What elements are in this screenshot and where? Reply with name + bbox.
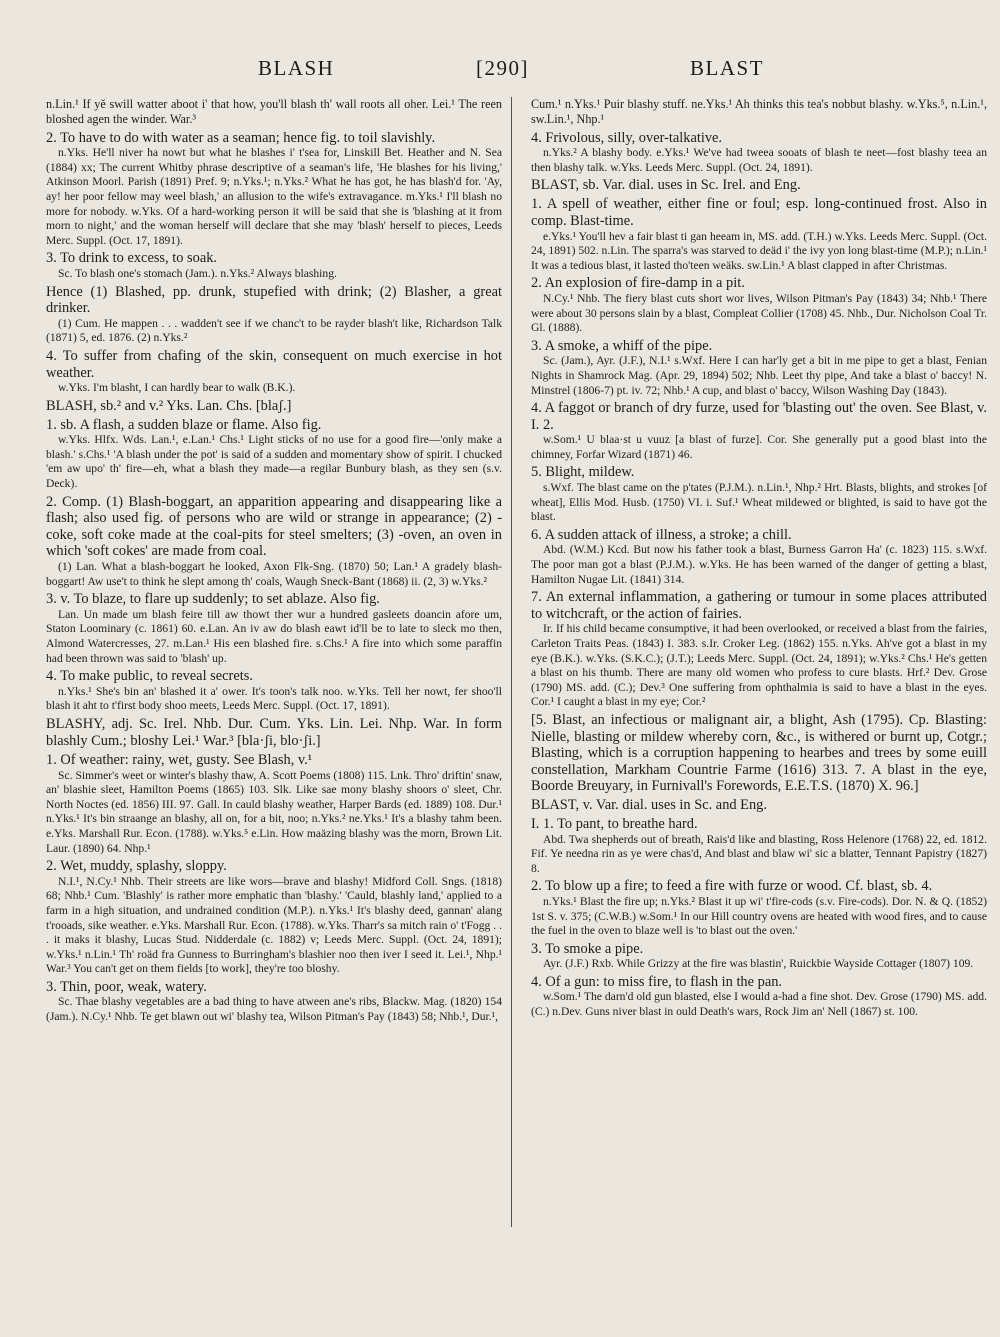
sense-line: 4. To make public, to reveal secrets.: [46, 668, 253, 685]
citation-text: n.Yks.¹ She's bin an' blashed it a' ower. It's toon's talk noo. w.Yks. Tell her nowt, fer shoo'll blash it aht to t'first body shoo meets, Leeds Merc. Suppl. (Oct. 17, 1891).: [46, 684, 502, 713]
right-column: [531, 97, 987, 1232]
entry-headword: BLAST, sb. Var. dial. uses in Sc. Irel. and Eng.: [531, 177, 801, 194]
citation-text: Abd. (W.M.) Kcd. But now his father took a blast, Burness Garron Ha' (c. 1823) 115. s.Wxf. The poor man got a blast (P.J.M.). w.Yks. He has been warned of the danger of getting a blast, Hamilton Nugae Lit. (1841) 314.: [531, 543, 987, 586]
citation-text: n.Yks.¹ Blast the fire up; n.Yks.² Blast it up wi' t'fire-cods (s.v. Fire-cods). Dor. N. & Q. (1852) 1st S. v. 375; (C.W.B.) w.Som.¹ In our Hill country ovens are heated with wood fires, and to cause the fuel in the oven to blaze well is 'to blast out the oven.': [531, 894, 987, 938]
citation-text: n.Yks. He'll niver ha nowt but what he blashes i' t'sea for, Linskill Bet. Heather and N. Sea (1884) xx; The current Whitby phrase descriptive of a seaman's life, 'He blashes for his living,' Atkinson Moorl. Parish (1891) Pref. 9; n.Yks.¹; n.Yks.² What he has got, he has blash'd for. 'Ay, ay! her poor fellow may weel blash,' an allusion to the wife's extravagance. m.Yks.¹ I'll blash no more for nobody. w.Yks. Of a hard-working person it will be said that she is 'blashing at it from morn to night,' and the woman herself will declare that she may 'blash' herself to pieces, Leeds Merc. Suppl. (Oct. 17, 1891).: [46, 146, 502, 247]
sense-line: 1. sb. A flash, a sudden blaze or flame. Also fig.: [46, 416, 322, 433]
continuation-text: Cum.¹ n.Yks.¹ Puir blashy stuff. ne.Yks.¹ Ah thinks this tea's nobbut blashy. w.Yks.⁵, n.Lin.¹, sw.Lin.¹, Nhp.¹: [531, 97, 987, 127]
sense-line: 4. Frivolous, silly, over-talkative.: [531, 129, 723, 146]
entry-headword: BLASH, sb.² and v.² Yks. Lan. Chs. [blaʃ.]: [46, 397, 292, 414]
citation-text: (1) Lan. What a blash-boggart he looked, Axon Flk-Sng. (1870) 50; Lan.¹ A gradely blash-boggart! Aw use't to think he slept among th' coals, Waugh Sneck-Bant (1868) ii. (2, 3) w.Yks.²: [46, 560, 502, 588]
sense-line: 3. To drink to excess, to soak.: [46, 250, 217, 267]
citation-text: n.Yks.² A blashy body. e.Yks.¹ We've had tweea sooats of blash te neet—fost blashy teea an then blashy talk. w.Yks. Leeds Merc. Suppl. (Oct. 24, 1891).: [531, 146, 987, 174]
citation-text: Sc. Simmer's weet or winter's blashy thaw, A. Scott Poems (1808) 115. Lnk. Thro' driftin' snaw, an' blashie sleet, Hamilton Poems (1865) 103. Slk. Like sae mony blashy shoors o' sleet, Chr. North Noctes (ed. 1856) III. 97. Gall. In cauld blashy weather, Harper Bards (ed. 1889) 108. Dur.¹ n.Yks.¹ It's bin straange an blashy, all on, for a bit, noo; n.Yks.² ne.Yks.¹ It's a blashy tahm been. e.Yks. Marshall Rur. Econ. (1788). w.Yks.⁵ e.Lin. How maäzing blashy was the morn, Brown Lit. Laur. (1890) 64. Nhp.¹: [46, 768, 502, 855]
citation-text: w.Yks. I'm blasht, I can hardly bear to walk (B.K.).: [58, 381, 296, 395]
sense-line: Hence (1) Blashed, pp. drunk, stupefied with drink; (2) Blasher, a great drinker.: [46, 283, 502, 317]
citation-text: Ayr. (J.F.) Rxb. While Grizzy at the fire was blastin', Ruickbie Wayside Cottager (1807) 109.: [543, 957, 974, 971]
header-right-word: BLAST: [690, 56, 765, 80]
sense-line: 3. A smoke, a whiff of the pipe.: [531, 337, 713, 354]
sense-line: I. 1. To pant, to breathe hard.: [531, 815, 698, 832]
citation-text: N.Cy.¹ Nhb. The fiery blast cuts short wor lives, Wilson Pitman's Pay (1843) 34; Nhb.¹ There were about 30 persons slain by a blast, Compleat Collier (1708) 45. Nhb., Dur. Nicholson Coal Tr. Gl. (1888).: [531, 291, 987, 335]
citation-text: (1) Cum. He mappen . . . wadden't see if we chanc't to be rayder blash't like, Richardson Talk (1871) 5, ed. 1876. (2) n.Yks.²: [46, 316, 502, 345]
sense-line: 4. A faggot or branch of dry furze, used for 'blasting out' the oven. See Blast, v. I. 2.: [531, 400, 987, 433]
page-number: [290]: [476, 56, 529, 80]
sense-line: 1. A spell of weather, either fine or foul; esp. long-continued frost. Also in comp. Blast-time.: [531, 196, 987, 229]
sense-line: 5. Blight, mildew.: [531, 464, 635, 481]
citation-text: Sc. (Jam.), Ayr. (J.F.), N.I.¹ s.Wxf. Here I can har'ly get a bit in me pipe to get a blast, Fenian Nights in Shamrock Mag. (Apr. 29, 1894) 502; Nhb. Leet thy pipe, And take a blast o' baccy! N. Minstrel (1806-7) pt. iv. 72; Nhb.¹ A cup, and blast o' baccy, Wilson Washing Day (1843).: [531, 354, 987, 397]
sense-line: 2. Wet, muddy, splashy, sloppy.: [46, 858, 227, 875]
citation-text: Ir. If his child became consumptive, it had been overlooked, or received a blast from the fairies, Carleton Traits Peas. (1843) I. 383. s.Ir. Croker Leg. (1862) 155. n.Yks. Ah've got a blast in my eye (B.K.). w.Yks. (S.K.C.); (J.T.); Leeds Merc. Suppl. (Oct. 24, 1891); w.Yks.² Chs.¹ He's getten a blast on his thumb. There are many old women who profess to cure blasts. Hrf.² Dev. Grose (1790) MS. add. (C.); Dev.³ One suffering from ophthalmia is said to have a blast in the eyes. Cor.¹ I caught a blast in my eye; Cor.²: [531, 622, 987, 709]
continuation-text: n.Lin.¹ If yĕ swill watter aboot i' that how, you'll blash th' wall roots all oher. Lei.¹ The reen bloshed agen the winder. War.³: [46, 97, 502, 127]
sense-line: 3. v. To blaze, to flare up suddenly; to set ablaze. Also fig.: [46, 591, 380, 608]
sense-line: 1. Of weather: rainy, wet, gusty. See Blash, v.¹: [46, 751, 313, 768]
citation-text: w.Yks. Hlfx. Wds. Lan.¹, e.Lan.¹ Chs.¹ Light sticks of no use for a good fire—'only make a blash.' s.Chs.¹ 'A blash under the pot' is said of a sudden and momentary show of spirit. I chucked 'em aw upo' th' fire—eh, what a blash they made—a regilar Bunbury blash, as they sen (s.v. Deck).: [46, 433, 502, 491]
citation-text: Sc. Thae blashy vegetables are a bad thing to have atween ane's ribs, Blackw. Mag. (1820) 154 (Jam.). N.Cy.¹ Nhb. Te get blawn out wi' blashy tea, Wilson Pitman's Pay (1843) 58; Nhb.¹, Dur.¹,: [46, 995, 502, 1024]
citation-text: N.I.¹, N.Cy.¹ Nhb. Their streets are like wors—brave and blashy! Midford Coll. Sngs. (1818) 68; Nhb.¹ Cum. 'Blashly' is rather more emphatic than 'blashy.' 'Cauld, blashly land,' applied to a farm in a high situation, and undrained condition (M.P.). n.Yks.¹ It's blashy deed, gannan' alang t'rooads, sike weather. e.Yks. Marshall Rur. Econ. (1788). w.Yks. Tharr's sa mitch rain o' t'Fogg . . . it maks it blashy, Lucas Stud. Nidderdale (c. 1882) v; Leeds Merc. Suppl. (Oct. 24, 1891); w.Yks.¹ n.Lin.¹ Th' roäd fra Gunness to Burringham's blashier noo then iver I seed it. Lei.¹, Nhp.¹ War.³ You can't get on them fields [to work], they're too bloshy.: [46, 874, 502, 976]
citation-text: Lan. Un made um blash feire till aw thowt ther wur a hundred gasleets doancin afore um, Staton Loominary (c. 1861) 60. e.Lan. An iv aw do blash eawt id'll be to late to sleck mo then, Almond Watercresses, 27. m.Lan.¹ His een blashed fire. s.Chs.¹ A fire into which some paraffin had been thrown was said to 'blash' up.: [46, 607, 502, 665]
column-divider: [511, 97, 512, 1227]
sense-line: 3. To smoke a pipe.: [531, 940, 644, 957]
citation-text: e.Yks.¹ You'll hev a fair blast ti gan heeam in, MS. add. (T.H.) w.Yks. Leeds Merc. Suppl. (Oct. 24, 1891) 502. n.Lin. The sparra's was starved to deäd i' the ivy yon long blast-time (M.P.); n.Lin.¹ It was a tedious blast, it lasted tho'teen weäks. sw.Lin.¹ A blast clapped in after Christmas.: [531, 229, 987, 272]
sense-line: 2. To blow up a fire; to feed a fire with furze or wood. Cf. blast, sb. 4.: [531, 878, 933, 895]
citation-text: w.Som.¹ U blaa·st u vuuz [a blast of furze]. Cor. She generally put a good blast into the chimney, Forfar Wizard (1871) 46.: [531, 433, 987, 461]
sense-line: 6. A sudden attack of illness, a stroke; a chill.: [531, 526, 792, 543]
sense-line: 7. An external inflammation, a gathering or tumour in some places attributed to witchcraft, or the action of fairies.: [531, 589, 987, 622]
citation-text: Abd. Twa shepherds out of breath, Rais'd like and blasting, Ross Helenore (1768) 22, ed. 1812. Fif. Ye needna rin as ye were chas'd, And blast and blaw wi' sic a blatter, Tennant Papistry (1827) 8.: [531, 832, 987, 875]
running-header: [0, 56, 1000, 90]
sense-line: 4. To suffer from chafing of the skin, consequent on much exercise in hot weather.: [46, 347, 502, 381]
sense-line: 2. An explosion of fire-damp in a pit.: [531, 275, 745, 292]
citation-text: Sc. To blash one's stomach (Jam.). n.Yks.² Always blashing.: [58, 266, 337, 280]
sense-line: 2. To have to do with water as a seaman; hence fig. to toil slavishly.: [46, 129, 436, 146]
citation-text: w.Som.¹ The darn'd old gun blasted, else I would a-had a fine shot. Dev. Grose (1790) MS. add. (C.) n.Dev. Guns niver blast in ould Death's wars, Rock Jim an' Nell (1867) st. 100.: [531, 990, 987, 1019]
left-column: [46, 97, 502, 1232]
etymology-note: [5. Blast, an infectious or malignant air, a blight, Ash (1795). Cp. Blasting: Nielle, blasting or mildew whereby corn, &c., is withered or burnt up, Cotgr.; Blasting, which is a corruption happening to hearbes and trees by some euill constellation, Markham Countrie Farme (1616) 313. 7. A blast in the eye, Boorde Breuyary, in Furnivall's Forewords, E.E.T.S. (1870) X. 96.]: [531, 711, 987, 795]
sense-line: 4. Of a gun: to miss fire, to flash in the pan.: [531, 973, 782, 990]
entry-headword: BLAST, v. Var. dial. uses in Sc. and Eng.: [531, 796, 767, 813]
citation-text: s.Wxf. The blast came on the p'tates (P.J.M.). n.Lin.¹, Nhp.² Hrt. Blasts, blights, and strokes [of wheat], Ellis Mod. Husb. (1750) VI. i. Suf.¹ Wheat mildewed or blighted, is said to have got the blast.: [531, 481, 987, 524]
sense-line: 3. Thin, poor, weak, watery.: [46, 978, 207, 995]
header-left-word: BLASH: [258, 56, 335, 80]
sense-line: 2. Comp. (1) Blash-boggart, an apparition appearing and disappearing like a flash; also used fig. of persons who are wild or strange in appearance; (2) -coke, soft coke made at the coal-pits for steel smelters; (3) -oven, an oven in which 'soft cokes' are made from coal.: [46, 493, 502, 560]
entry-headword: BLASHY, adj. Sc. Irel. Nhb. Dur. Cum. Yks. Lin. Lei. Nhp. War. In form blashly Cum.; bloshy Lei.¹ War.³ [bla·ʃi, blo·ʃi.]: [46, 715, 502, 749]
